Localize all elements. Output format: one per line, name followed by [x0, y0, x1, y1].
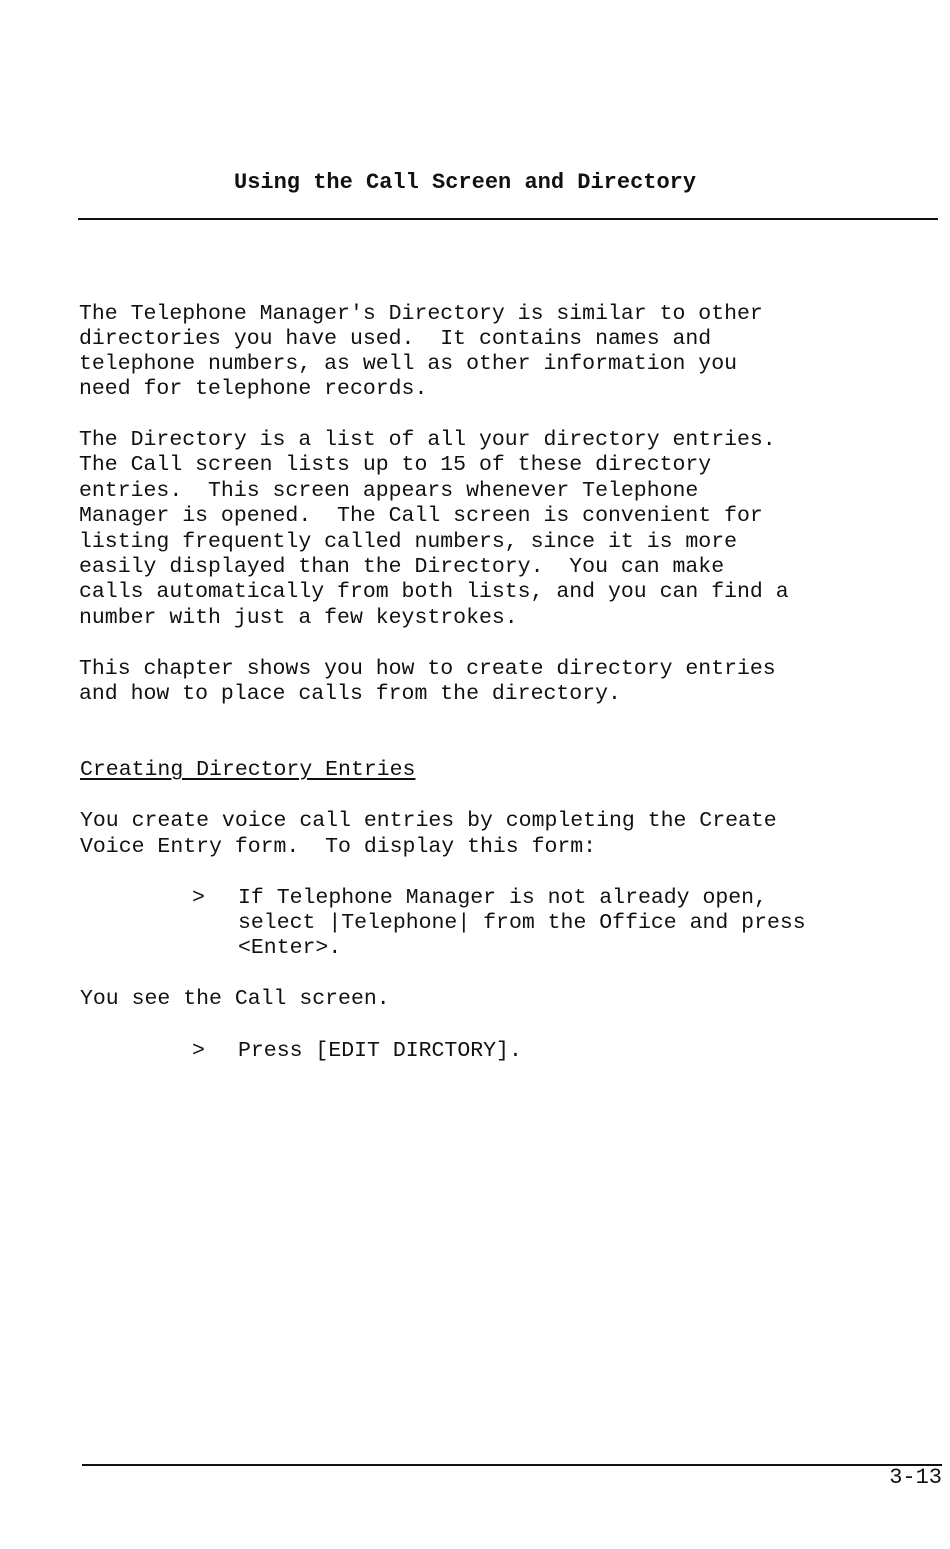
text-line: easily displayed than the Directory. You can make [79, 555, 725, 579]
text-line: The Call screen lists up to 15 of these directory [79, 453, 712, 477]
footer-rule [82, 1464, 942, 1466]
text-line: directories you have used. It contains names and [79, 327, 712, 351]
text-line: The Directory is a list of all your directory entries. [79, 428, 776, 452]
text-line: entries. This screen appears whenever Telephone [79, 479, 699, 503]
section-heading: Creating Directory Entries [80, 758, 416, 782]
step-text-line: Press [EDIT DIRCTORY]. [238, 1039, 522, 1063]
chapter-title: Using the Call Screen and Directory [234, 170, 697, 195]
text-line: number with just a few keystrokes. [79, 606, 518, 630]
text-line: listing frequently called numbers, since it is more [79, 530, 738, 554]
text-line: The Telephone Manager's Directory is similar to other [79, 302, 763, 326]
step-text-line: If Telephone Manager is not already open, [238, 886, 767, 910]
step-marker: > [192, 1039, 205, 1063]
text-line: and how to place calls from the directory. [79, 682, 621, 706]
page-number: 3-13 [889, 1465, 942, 1490]
text-line: You create voice call entries by completing the Create [80, 809, 777, 833]
step-text-line: <Enter>. [238, 936, 342, 960]
result-text: You see the Call screen. [80, 987, 390, 1011]
text-line: This chapter shows you how to create directory entries [79, 657, 776, 681]
text-line: Manager is opened. The Call screen is convenient for [79, 504, 763, 528]
text-line: Voice Entry form. To display this form: [80, 835, 597, 859]
step-text-line: select |Telephone| from the Office and press [238, 911, 806, 935]
step-marker: > [192, 886, 205, 910]
header-rule [78, 218, 938, 220]
text-line: need for telephone records. [79, 377, 428, 401]
text-line: telephone numbers, as well as other information you [79, 352, 738, 376]
text-line: calls automatically from both lists, and you can find a [79, 580, 789, 604]
